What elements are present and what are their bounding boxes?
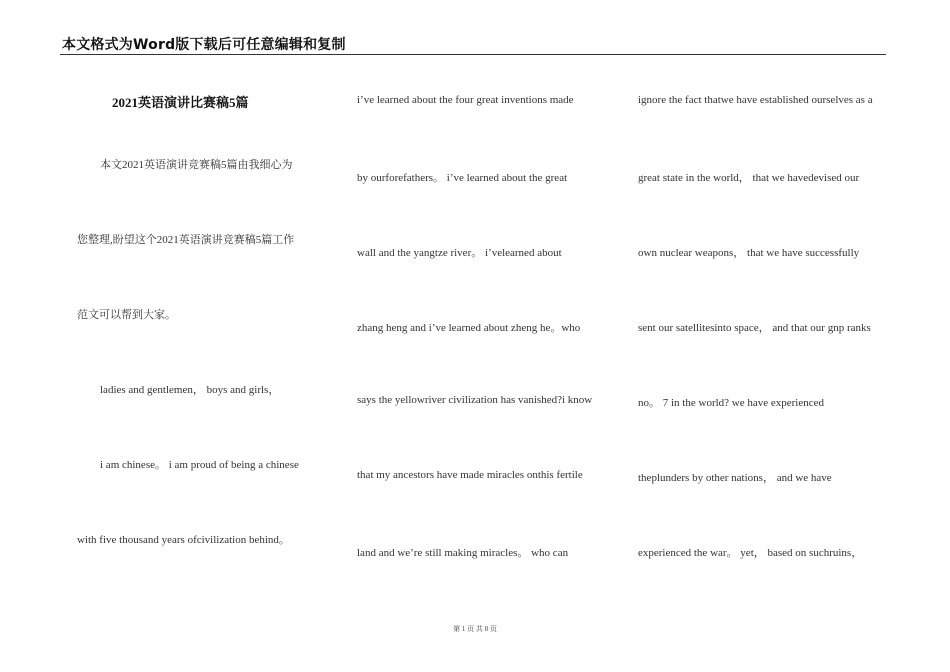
paragraph-line: ignore the fact thatwe have established ourselves as a xyxy=(638,94,873,106)
paragraph-line: i am chinese。 i am proud of being a chinese xyxy=(100,459,299,471)
paragraph-line: by ourforefathers。 i’ve learned about the great xyxy=(357,172,568,184)
paragraph-line: sent our satellitesinto space， and that our gnp ranks xyxy=(638,322,871,334)
paragraph-line: 本文2021英语演讲竞赛稿5篇由我细心为 xyxy=(100,159,293,171)
paragraph-line: 范文可以帮到大家。 xyxy=(77,309,176,321)
paragraph-line: says the yellowriver civilization has vanished?i know xyxy=(357,394,593,406)
paragraph-line: zhang heng and i’ve learned about zheng he。who xyxy=(357,322,581,334)
paragraph-line: that my ancestors have made miracles onthis fertile xyxy=(357,469,583,481)
paragraph-line: wall and the yangtze river。 i’velearned about xyxy=(357,247,562,259)
paragraph-line: with five thousand years ofcivilization behind。 xyxy=(77,534,290,546)
paragraph-line: no。 7 in the world? we have experienced xyxy=(638,397,825,409)
paragraph-line: experienced the war。 yet， based on suchruins， xyxy=(638,547,863,559)
paragraph-line: ladies and gentlemen， boys and girls， xyxy=(100,384,280,396)
paragraph-line: 您整理,盼望这个2021英语演讲竞赛稿5篇工作 xyxy=(77,234,295,246)
document-header: 本文格式为Word版下载后可任意编辑和复制 xyxy=(62,37,346,53)
paragraph-line: land and we’re still making miracles。 who can xyxy=(357,547,569,559)
page-footer: 第 1 页 共 8 页 xyxy=(453,625,497,633)
paragraph-line: i’ve learned about the four great inventions made xyxy=(357,94,574,106)
header-divider xyxy=(60,54,886,55)
paragraph-line: own nuclear weapons， that we have successfully xyxy=(638,247,860,259)
document-title: 2021英语演讲比赛稿5篇 xyxy=(112,95,249,110)
paragraph-line: theplunders by other nations， and we have xyxy=(638,472,832,484)
paragraph-line: great state in the world， that we havedevised our xyxy=(638,172,860,184)
